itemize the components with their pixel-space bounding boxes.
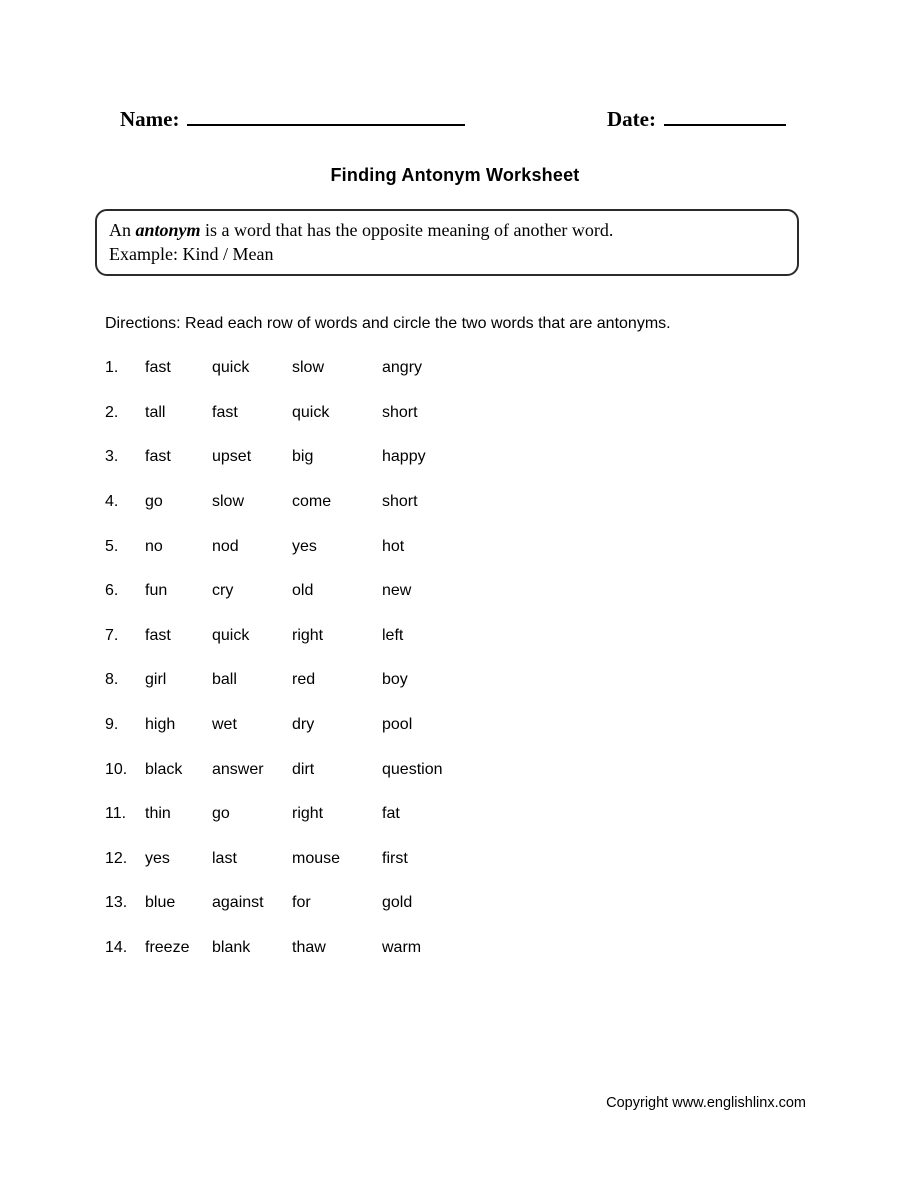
antonym-row <box>105 435 805 480</box>
row-word: left <box>382 626 404 644</box>
antonym-row <box>105 792 805 837</box>
row-word: slow <box>292 359 325 377</box>
row-word: freeze <box>145 939 190 957</box>
row-word: pool <box>382 716 413 734</box>
row-word: upset <box>212 448 252 466</box>
row-word: against <box>212 894 264 912</box>
row-word: wet <box>212 716 237 734</box>
name-field-group <box>120 104 465 132</box>
row-number: 5. <box>105 537 119 555</box>
row-word: red <box>292 671 316 689</box>
definition-prefix: An <box>109 220 136 240</box>
antonym-rows <box>105 346 805 970</box>
copyright-text: Copyright www.englishlinx.com <box>606 1095 806 1111</box>
antonym-row <box>105 524 805 569</box>
row-number: 7. <box>105 626 119 644</box>
row-word: ball <box>212 671 237 689</box>
row-word: come <box>292 493 332 511</box>
row-number: 9. <box>105 716 119 734</box>
row-word: old <box>292 582 314 600</box>
row-word: fun <box>145 582 168 600</box>
row-word: go <box>145 493 163 511</box>
row-word: mouse <box>292 849 341 867</box>
row-word: happy <box>382 448 426 466</box>
antonym-row <box>105 837 805 882</box>
row-word: for <box>292 894 311 912</box>
row-word: dry <box>292 716 315 734</box>
row-word: blue <box>145 894 176 912</box>
definition-sentence <box>109 218 785 242</box>
row-word: cry <box>212 582 234 600</box>
antonym-row <box>105 614 805 659</box>
row-word: short <box>382 493 418 511</box>
row-word: dirt <box>292 760 315 778</box>
row-word: black <box>145 760 183 778</box>
definition-example: Example: Kind / Mean <box>109 244 274 264</box>
antonym-row <box>105 480 805 525</box>
directions-text: Directions: Read each row of words and circle the two words that are antonyms. <box>105 315 671 332</box>
row-number: 10. <box>105 760 128 778</box>
row-word: answer <box>212 760 264 778</box>
row-word: yes <box>145 849 170 867</box>
worksheet-header <box>0 104 910 138</box>
row-word: nod <box>212 537 239 555</box>
row-word: quick <box>212 359 250 377</box>
row-number: 6. <box>105 582 119 600</box>
antonym-row <box>105 926 805 971</box>
row-word: right <box>292 805 324 823</box>
row-number: 11. <box>105 805 127 823</box>
row-word: big <box>292 448 314 466</box>
row-number: 12. <box>105 849 128 867</box>
row-word: quick <box>292 403 330 421</box>
row-word: slow <box>212 493 245 511</box>
row-number: 13. <box>105 894 128 912</box>
row-word: hot <box>382 537 405 555</box>
row-word: right <box>292 626 324 644</box>
row-word: fast <box>212 403 238 421</box>
row-word: first <box>382 849 408 867</box>
definition-box <box>95 209 799 276</box>
row-word: high <box>145 716 176 734</box>
row-number: 4. <box>105 493 119 511</box>
antonym-row <box>105 747 805 792</box>
row-word: tall <box>145 403 166 421</box>
date-label: Date: <box>607 107 656 131</box>
row-word: thaw <box>292 939 326 957</box>
antonym-row <box>105 569 805 614</box>
antonym-row <box>105 391 805 436</box>
antonym-row <box>105 881 805 926</box>
name-blank-line <box>187 104 465 126</box>
row-number: 2. <box>105 403 119 421</box>
row-word: girl <box>145 671 167 689</box>
definition-suffix: is a word that has the opposite meaning of another word. <box>200 220 614 240</box>
definition-term: antonym <box>135 220 201 240</box>
row-word: gold <box>382 894 413 912</box>
row-word: question <box>382 760 443 778</box>
row-word: angry <box>382 359 423 377</box>
row-word: no <box>145 537 163 555</box>
name-label: Name: <box>120 107 180 131</box>
antonym-row <box>105 703 805 748</box>
row-word: fast <box>145 359 171 377</box>
row-word: last <box>212 849 237 867</box>
antonym-row <box>105 346 805 391</box>
row-number: 3. <box>105 448 119 466</box>
row-word: fast <box>145 448 171 466</box>
date-field-group <box>607 104 786 132</box>
row-word: short <box>382 403 418 421</box>
row-word: new <box>382 582 412 600</box>
row-number: 14. <box>105 939 128 957</box>
row-word: warm <box>382 939 422 957</box>
row-word: fast <box>145 626 171 644</box>
row-word: boy <box>382 671 408 689</box>
date-blank-line <box>664 104 786 126</box>
row-word: quick <box>212 626 250 644</box>
page-title: Finding Antonym Worksheet <box>330 165 580 185</box>
row-word: go <box>212 805 230 823</box>
row-word: blank <box>212 939 251 957</box>
row-word: yes <box>292 537 317 555</box>
row-word: fat <box>382 805 400 823</box>
row-number: 1. <box>105 359 119 377</box>
antonym-row <box>105 658 805 703</box>
row-number: 8. <box>105 671 119 689</box>
row-word: thin <box>145 805 171 823</box>
